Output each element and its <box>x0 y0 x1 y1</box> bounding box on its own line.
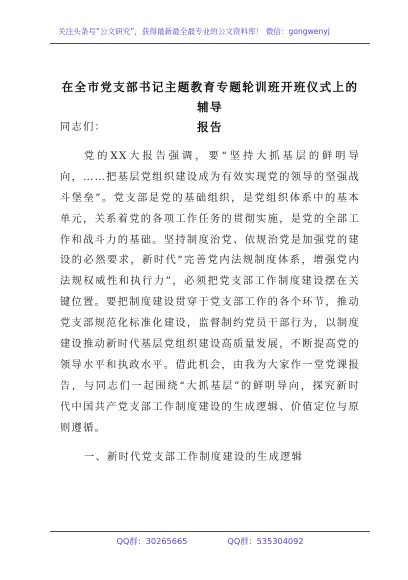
title-line-1: 在全市党支部书记主题教育专题轮训班开班仪式上的辅导 <box>61 80 359 114</box>
footer-qq-group-1: QQ群：30265665 <box>116 536 188 546</box>
footer-divider <box>50 531 370 532</box>
footer-qq-group-2: QQ群：535304092 <box>227 536 304 546</box>
footer <box>50 535 370 547</box>
document-body <box>60 118 360 469</box>
title-line-2: 报告 <box>197 120 223 134</box>
header-note: 关注头条号“公文研究”，获得最新最全最专业的公文资料库！ 微信：gongwenyj <box>58 27 330 36</box>
header-divider <box>50 43 370 44</box>
section-heading: 一、新时代党支部工作制度建设的生成逻辑 <box>84 451 304 463</box>
body-paragraph: 党的XX大报告强调，要“坚持大抓基层的鲜明导向，……把基层党组织建设成为有效实现党的领导的坚强战斗堡垒”。党支部是党的基础组织，是党组织体系中的基本单元，关系着党的各项工作任务的贯彻实施，是党的全部工作和战斗力的基础。坚持制度治党、依规治党是加强党的建设的必然要求，新时代“完善党内法规制度体系，增强党内法规权威性和执行力”，必须把党支部工作制度建设摆在关键位置。要把制度建设贯穿于党支部工作的各个环节，推动党支部规范化标准化建设，监督制约党员干部行为，以制度建设推动新时代基层党组织建设高质量发展，不断提高党的领导水平和执政水平。借此机会，由我为大家作一堂党课报告，与同志们一起围绕“大抓基层”的鲜明导向，探究新时代中国共产党支部工作制度建设的生成逻辑、价值定位与原则遵循。 <box>60 150 360 434</box>
salutation: 同志们： <box>60 122 107 133</box>
